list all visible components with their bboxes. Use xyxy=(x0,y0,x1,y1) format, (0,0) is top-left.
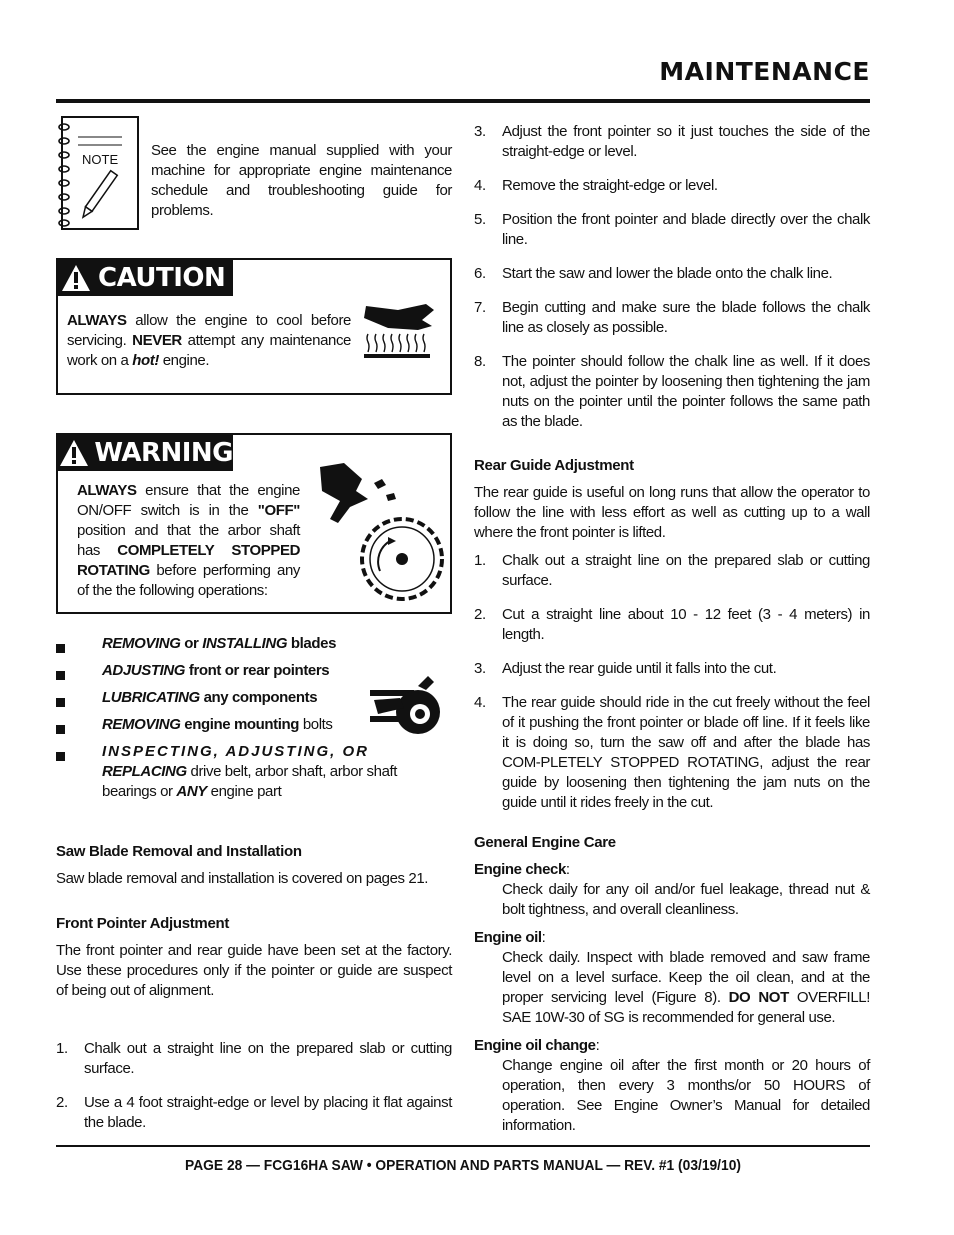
step-text: Use a 4 foot straight-edge or level by placing it flat against the blade. xyxy=(84,1094,452,1131)
front-pointer-steps-continued xyxy=(474,122,870,432)
caution-text xyxy=(67,311,351,371)
note-icon-label: NOTE xyxy=(82,152,119,167)
step-number: 6. xyxy=(474,265,486,282)
step-number: 3. xyxy=(474,123,486,140)
engine-oil-text-part: Check daily. Inspect with blade removed and saw frame level on a level surface. Keep the oil clean, and at the proper servicing level (Figure 8). xyxy=(502,949,870,1006)
list-item xyxy=(474,352,870,432)
bullet-icon xyxy=(56,671,65,680)
warning-triangle-icon xyxy=(58,435,90,471)
step-text: Chalk out a straight line on the prepared slab or cutting surface. xyxy=(84,1040,452,1077)
step-text: Cut a straight line about 10 - 12 feet (3 - 4 meters) in length. xyxy=(502,606,870,643)
saw-blade-hand-icon xyxy=(316,461,448,603)
rear-guide-heading: Rear Guide Adjustment xyxy=(474,457,634,474)
step-text: Begin cutting and make sure the blade follows the chalk line as closely as possible. xyxy=(502,299,870,336)
bullet-text: any components xyxy=(199,689,318,706)
saw-blade-text: Saw blade removal and installation is covered on pages 21. xyxy=(56,870,429,887)
engine-oil-change-label-text: Engine oil change xyxy=(474,1037,596,1054)
front-pointer-heading: Front Pointer Adjustment xyxy=(56,915,230,932)
step-number: 3. xyxy=(474,660,486,677)
bullet-text: or xyxy=(180,635,203,652)
caution-text-part: attempt any maintenance work on a xyxy=(67,332,351,369)
belt-guard-icon xyxy=(368,672,444,736)
warning-text-part: before performing any of the the following operations: xyxy=(77,562,300,599)
list-item xyxy=(56,634,452,661)
bullet-emphasis: ANY xyxy=(176,783,207,800)
list-item xyxy=(474,551,870,591)
engine-oil-label-text: Engine oil xyxy=(474,929,542,946)
list-item xyxy=(474,176,870,196)
note-icon xyxy=(56,115,140,231)
front-pointer-steps xyxy=(56,1039,452,1133)
bullet-text: drive belt, arbor shaft, arbor shaft bearings or xyxy=(102,763,398,800)
step-text: Start the saw and lower the blade onto the chalk line. xyxy=(502,265,833,282)
rear-guide-steps xyxy=(474,551,870,813)
bullet-text: engine mounting xyxy=(180,716,300,733)
engine-oil-text xyxy=(502,948,870,1028)
header-rule xyxy=(56,99,870,103)
step-text: The pointer should follow the chalk line as well. If it does not, adjust the pointer by loosening then tightening the jam nuts on the pointer until the pointer follows the same path as the blade. xyxy=(502,353,870,430)
list-item xyxy=(474,122,870,162)
step-text: Chalk out a straight line on the prepared slab or cutting surface. xyxy=(502,552,870,589)
bullet-icon xyxy=(56,698,65,707)
page-title: MAINTENANCE xyxy=(659,57,870,86)
list-item xyxy=(56,1039,452,1079)
warning-badge xyxy=(58,435,233,471)
bullet-emphasis: LUBRICATING xyxy=(102,689,200,706)
caution-text-part: allow the engine to cool before servicing. xyxy=(67,312,351,349)
step-text: Remove the straight-edge or level. xyxy=(502,177,718,194)
note-text: See the engine manual supplied with your machine for appropriate engine maintenance schedule and troubleshooting guide for problems. xyxy=(151,142,452,219)
caution-text-hot: hot! xyxy=(132,352,159,369)
list-item xyxy=(474,298,870,338)
warning-box xyxy=(56,433,452,614)
bullet-text: blades xyxy=(287,635,337,652)
warning-text xyxy=(77,481,300,601)
step-number: 2. xyxy=(56,1094,68,1111)
bullet-emphasis: ADJUSTING xyxy=(102,662,186,679)
footer-rule xyxy=(56,1145,870,1147)
bullet-text: bolts xyxy=(299,716,333,733)
warning-text-part: position and that the arbor shaft has xyxy=(77,522,300,559)
caution-box xyxy=(56,258,452,395)
hot-hand-icon xyxy=(358,296,438,364)
bullet-emphasis: INSTALLING xyxy=(202,635,288,652)
caution-text-part: engine. xyxy=(158,352,210,369)
warning-text-off: "OFF" xyxy=(257,502,300,519)
warning-text-stopped: COMPLETELY STOPPED ROTATING xyxy=(77,542,300,579)
bullet-emphasis: REPLACING xyxy=(102,763,187,780)
engine-oil-change-label: Engine oil change: xyxy=(474,1037,600,1054)
engine-care-heading: General Engine Care xyxy=(474,834,616,851)
step-text: The rear guide should ride in the cut freely without the feel of it pushing the front pointer or blade off line. If it feels like it is doing so, turn the saw off and after the blade has COM-PLETELY STOPPED ROTATING, adjust the rear guide by loosening then tightening the jam nuts on the guide until it rides freely in the cut. xyxy=(502,694,870,811)
list-item xyxy=(474,264,870,284)
bullet-emphasis: REMOVING xyxy=(102,635,181,652)
bullet-emphasis: REMOVING xyxy=(102,716,181,733)
list-item xyxy=(474,210,870,250)
warning-text-part: ensure that the engine ON/OFF switch is in the xyxy=(77,482,300,519)
engine-oil-change-text: Change engine oil after the first month or 20 hours of operation, then every 3 months/or 50 HOURS of operation. See Engine Owner’s Manual for detailed information. xyxy=(502,1057,870,1134)
rear-guide-text: The rear guide is useful on long runs that allow the operator to follow the line with less effort as well as cutting up to a wall where the front pointer is lifted. xyxy=(474,484,870,541)
caution-badge xyxy=(58,260,233,296)
bullet-text: front or rear pointers xyxy=(185,662,330,679)
list-item xyxy=(56,1093,452,1133)
step-number: 8. xyxy=(474,353,486,370)
bullet-icon xyxy=(56,725,65,734)
step-number: 4. xyxy=(474,694,486,711)
step-number: 1. xyxy=(474,552,486,569)
step-number: 4. xyxy=(474,177,486,194)
step-number: 5. xyxy=(474,211,486,228)
list-item xyxy=(474,605,870,645)
front-pointer-text: The front pointer and rear guide have been set at the factory. Use these procedures only if the pointer or guide are suspect of being out of alignment. xyxy=(56,942,452,999)
caution-label: CAUTION xyxy=(98,263,226,293)
caution-text-always: ALWAYS xyxy=(67,312,127,329)
bullet-text: engine part xyxy=(206,783,282,800)
step-number: 2. xyxy=(474,606,486,623)
page-footer: PAGE 28 — FCG16HA SAW • OPERATION AND PARTS MANUAL — REV. #1 (03/19/10) xyxy=(185,1157,741,1174)
step-number: 7. xyxy=(474,299,486,316)
engine-oil-label: Engine oil: xyxy=(474,929,546,946)
step-text: Adjust the rear guide until it falls into the cut. xyxy=(502,660,777,677)
warning-text-always: ALWAYS xyxy=(77,482,137,499)
engine-check-label: Engine check: xyxy=(474,861,570,878)
bullet-emphasis: INSPECTING, ADJUSTING, OR xyxy=(102,743,369,760)
list-item xyxy=(56,742,452,802)
list-item xyxy=(474,693,870,813)
engine-oil-do-not: DO NOT xyxy=(728,989,789,1006)
warning-label: WARNING xyxy=(94,438,233,468)
warning-triangle-icon xyxy=(58,260,94,296)
step-text: Adjust the front pointer so it just touches the side of the straight-edge or level. xyxy=(502,123,870,160)
saw-blade-heading: Saw Blade Removal and Installation xyxy=(56,843,302,860)
list-item xyxy=(474,659,870,679)
caution-text-never: NEVER xyxy=(132,332,182,349)
bullet-icon xyxy=(56,752,65,761)
engine-check-label-text: Engine check xyxy=(474,861,566,878)
step-text: Position the front pointer and blade directly over the chalk line. xyxy=(502,211,870,248)
step-number: 1. xyxy=(56,1040,68,1057)
bullet-icon xyxy=(56,644,65,653)
engine-oil-text-part: OVERFILL! SAE 10W-30 of SG is recommended for general use. xyxy=(502,989,870,1026)
engine-check-text: Check daily for any oil and/or fuel leakage, thread nut & bolt tightness, and overall cleanliness. xyxy=(502,881,870,918)
